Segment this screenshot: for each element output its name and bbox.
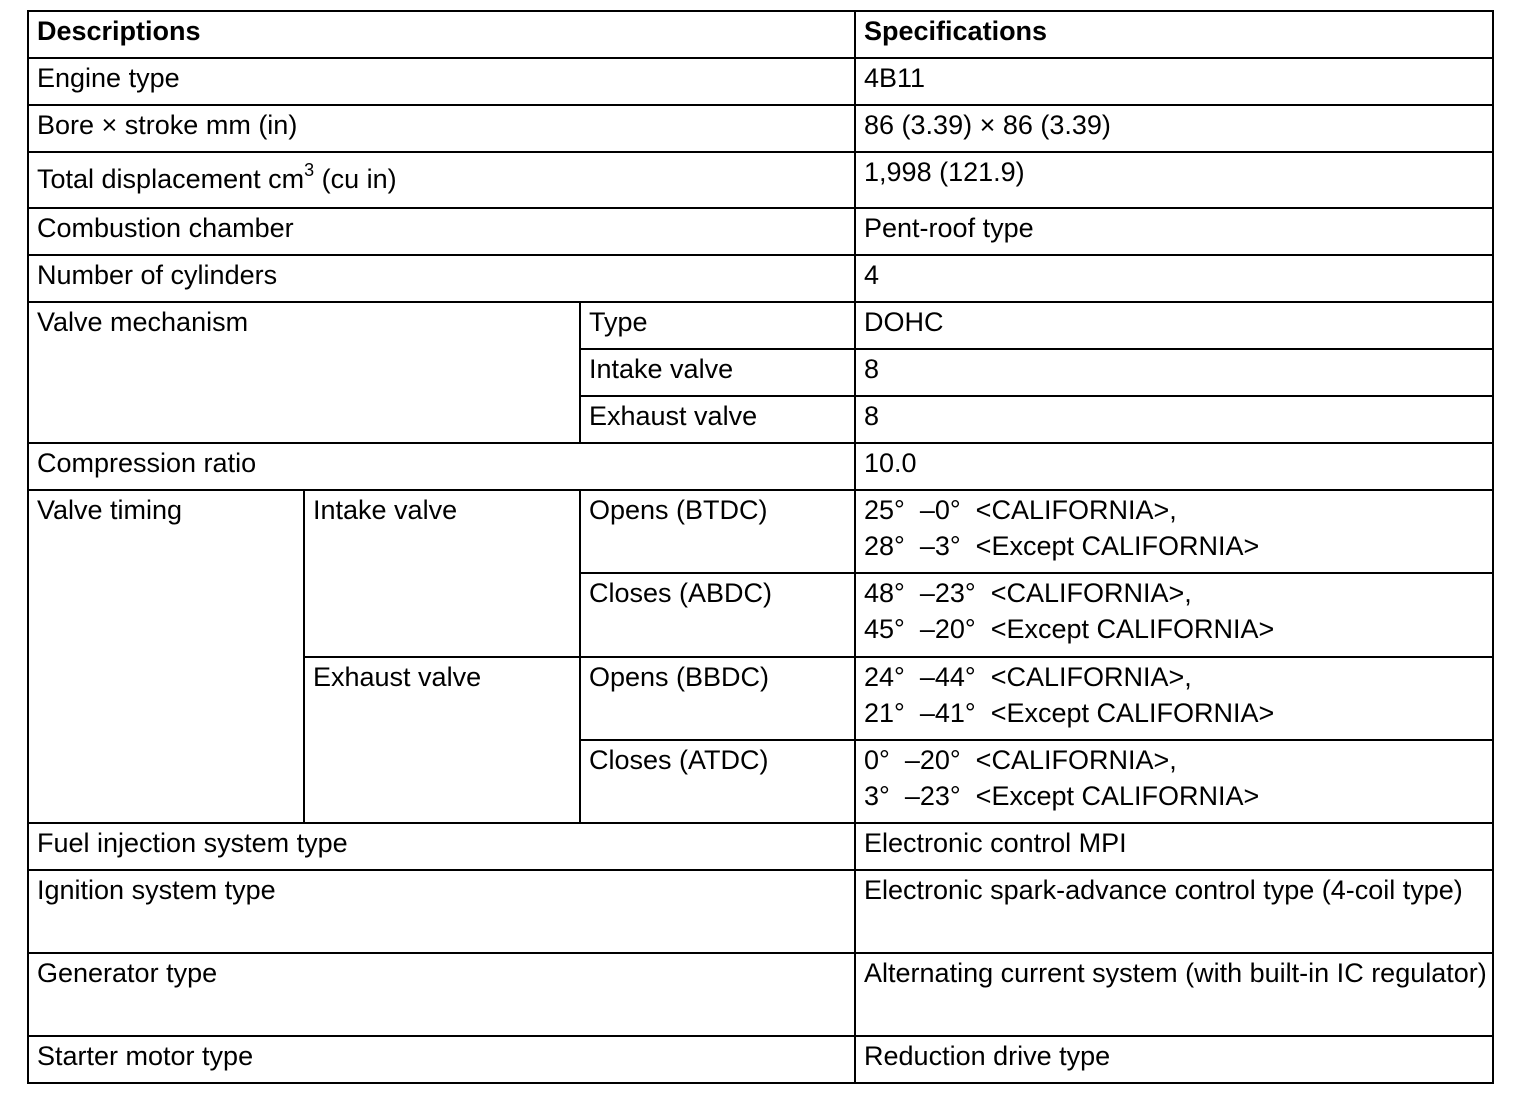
exhaust-opens-except-california: 21° –41° <Except CALIFORNIA> bbox=[864, 698, 1275, 728]
valve-timing-intake-label: Intake valve bbox=[304, 490, 580, 657]
displacement-unit-superscript: 3 bbox=[304, 160, 315, 180]
valve-mechanism-exhaust-label: Exhaust valve bbox=[580, 396, 855, 443]
compression-ratio-label: Compression ratio bbox=[28, 443, 855, 490]
valve-mechanism-intake-label: Intake valve bbox=[580, 349, 855, 396]
exhaust-closes-value bbox=[855, 740, 1493, 823]
exhaust-closes-label: Closes (ATDC) bbox=[580, 740, 855, 823]
table-row bbox=[28, 443, 1493, 490]
intake-closes-value bbox=[855, 573, 1493, 657]
intake-closes-except-california: 45° –20° <Except CALIFORNIA> bbox=[864, 614, 1275, 644]
table-row bbox=[28, 58, 1493, 105]
exhaust-closes-california: 0° –20° <CALIFORNIA>, bbox=[864, 745, 1177, 775]
displacement-label-unit: (cu in) bbox=[314, 164, 397, 194]
table-row bbox=[28, 105, 1493, 152]
bore-stroke-value: 86 (3.39) × 86 (3.39) bbox=[855, 105, 1493, 152]
intake-closes-label: Closes (ABDC) bbox=[580, 573, 855, 657]
ignition-value: Electronic spark-advance control type (4-coil type) bbox=[855, 870, 1493, 953]
engine-type-label: Engine type bbox=[28, 58, 855, 105]
exhaust-opens-label: Opens (BBDC) bbox=[580, 657, 855, 740]
table-header-row bbox=[28, 11, 1493, 58]
intake-opens-value bbox=[855, 490, 1493, 573]
valve-timing-label: Valve timing bbox=[28, 490, 304, 823]
intake-opens-label: Opens (BTDC) bbox=[580, 490, 855, 573]
valve-mechanism-exhaust-value: 8 bbox=[855, 396, 1493, 443]
bore-stroke-label: Bore × stroke mm (in) bbox=[28, 105, 855, 152]
compression-ratio-value: 10.0 bbox=[855, 443, 1493, 490]
intake-opens-california: 25° –0° <CALIFORNIA>, bbox=[864, 495, 1177, 525]
exhaust-closes-except-california: 3° –23° <Except CALIFORNIA> bbox=[864, 781, 1260, 811]
valve-mechanism-type-label: Type bbox=[580, 302, 855, 349]
cylinders-value: 4 bbox=[855, 255, 1493, 302]
displacement-label bbox=[28, 152, 855, 208]
generator-value: Alternating current system (with built-in IC regulator) bbox=[855, 953, 1493, 1036]
ignition-label: Ignition system type bbox=[28, 870, 855, 953]
starter-value: Reduction drive type bbox=[855, 1036, 1493, 1083]
table-row bbox=[28, 953, 1493, 1036]
combustion-chamber-label: Combustion chamber bbox=[28, 208, 855, 255]
displacement-label-text: Total displacement cm bbox=[37, 164, 305, 194]
combustion-chamber-value: Pent-roof type bbox=[855, 208, 1493, 255]
exhaust-opens-california: 24° –44° <CALIFORNIA>, bbox=[864, 662, 1192, 692]
table-row bbox=[28, 208, 1493, 255]
table-row bbox=[28, 302, 1493, 349]
table-row bbox=[28, 1036, 1493, 1083]
table-row bbox=[28, 255, 1493, 302]
valve-mechanism-type-value: DOHC bbox=[855, 302, 1493, 349]
fuel-injection-label: Fuel injection system type bbox=[28, 823, 855, 870]
header-descriptions: Descriptions bbox=[28, 11, 855, 58]
valve-mechanism-intake-value: 8 bbox=[855, 349, 1493, 396]
table-row bbox=[28, 870, 1493, 953]
exhaust-opens-value bbox=[855, 657, 1493, 740]
valve-timing-exhaust-label: Exhaust valve bbox=[304, 657, 580, 823]
valve-mechanism-label: Valve mechanism bbox=[28, 302, 580, 443]
fuel-injection-value: Electronic control MPI bbox=[855, 823, 1493, 870]
header-specifications: Specifications bbox=[855, 11, 1493, 58]
intake-closes-california: 48° –23° <CALIFORNIA>, bbox=[864, 578, 1192, 608]
table-row bbox=[28, 152, 1493, 208]
cylinders-label: Number of cylinders bbox=[28, 255, 855, 302]
displacement-value: 1,998 (121.9) bbox=[855, 152, 1493, 208]
starter-label: Starter motor type bbox=[28, 1036, 855, 1083]
generator-label: Generator type bbox=[28, 953, 855, 1036]
intake-opens-except-california: 28° –3° <Except CALIFORNIA> bbox=[864, 531, 1260, 561]
table-row bbox=[28, 823, 1493, 870]
table-row bbox=[28, 490, 1493, 573]
engine-specifications-table bbox=[27, 10, 1494, 1084]
engine-type-value: 4B11 bbox=[855, 58, 1493, 105]
